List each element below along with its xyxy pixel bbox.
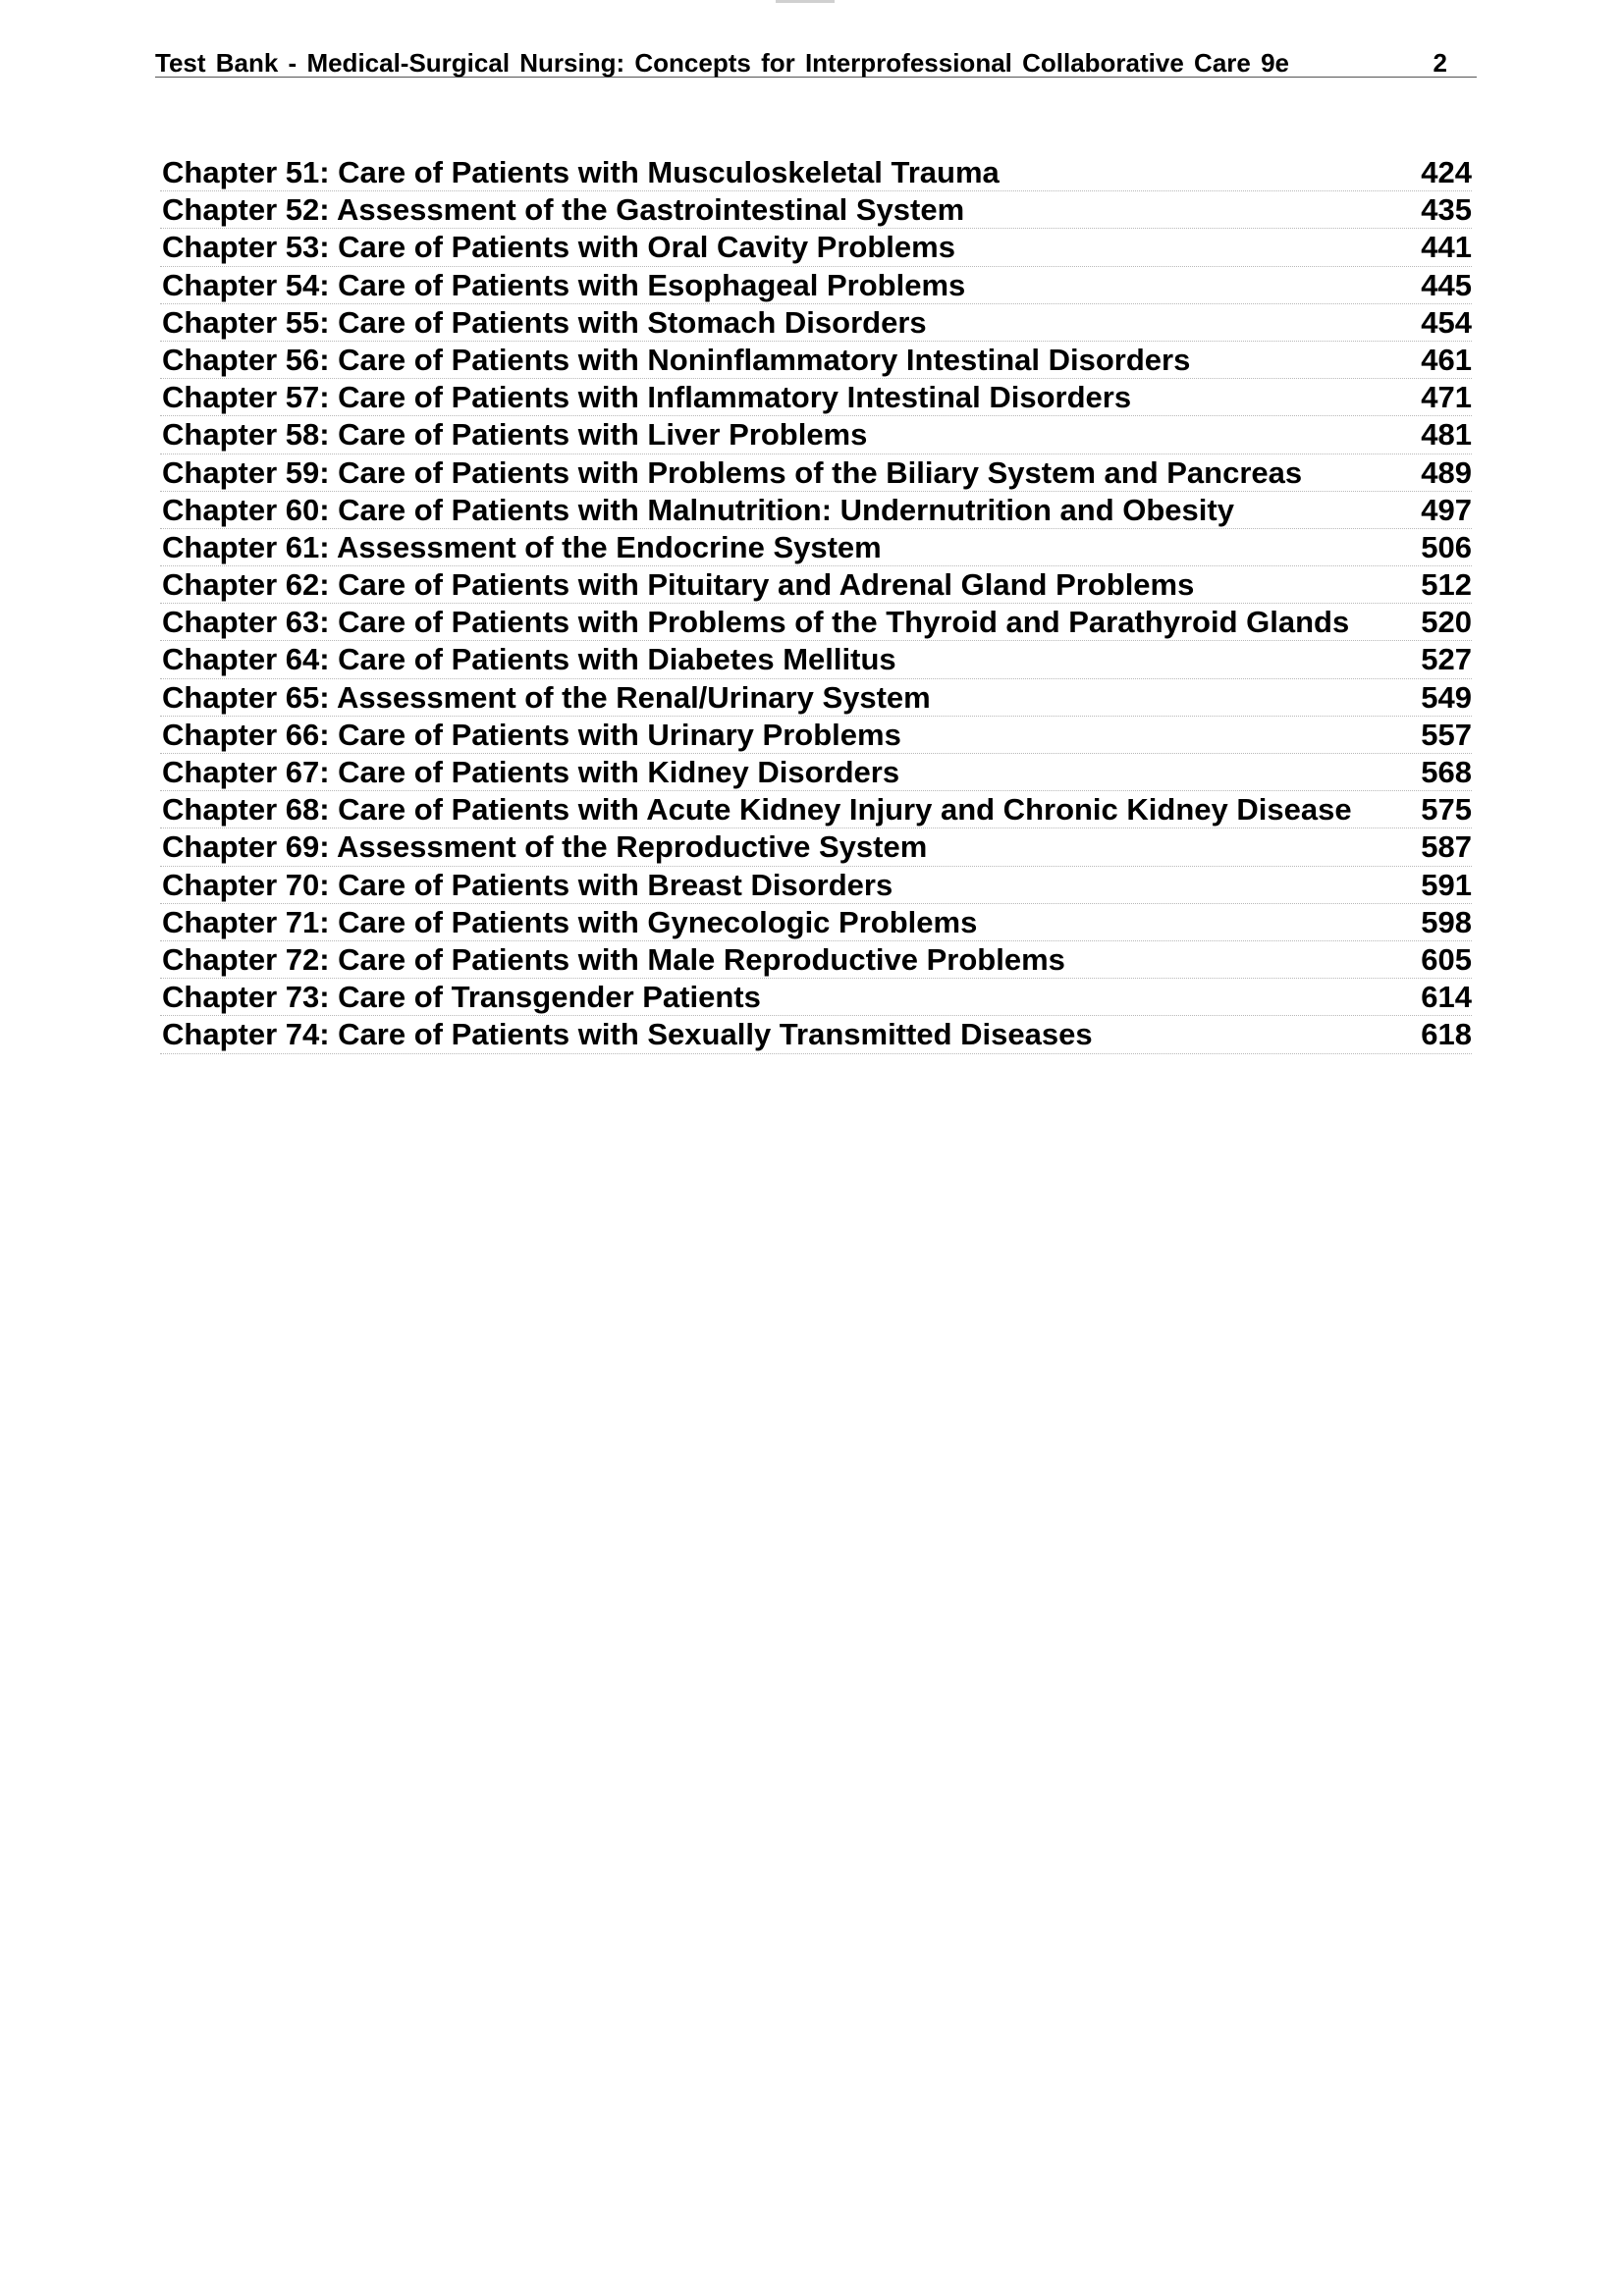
toc-entry[interactable] [160,1016,1472,1053]
toc-entry-title: Chapter 52: Assessment of the Gastrointestinal System [162,192,965,228]
toc-entry[interactable] [160,229,1472,266]
toc-entry-page: 520 [1421,605,1472,640]
header-title: Test Bank - Medical-Surgical Nursing: Concepts for Interprofessional Collaborative Care 9e [155,48,1289,78]
toc-entry-page: 489 [1421,454,1472,490]
toc-entry-title: Chapter 70: Care of Patients with Breast Disorders [162,867,893,902]
toc-entry-title: Chapter 71: Care of Patients with Gynecologic Problems [162,904,978,939]
toc-entry-title: Chapter 64: Care of Patients with Diabetes Mellitus [162,642,896,677]
toc-entry[interactable] [160,154,1472,191]
toc-entry-title: Chapter 68: Care of Patients with Acute Kidney Injury and Chronic Kidney Disease [162,792,1352,828]
toc-entry-title: Chapter 60: Care of Patients with Malnutrition: Undernutrition and Obesity [162,492,1234,527]
toc-entry[interactable] [160,267,1472,304]
toc-entry-title: Chapter 57: Care of Patients with Inflammatory Intestinal Disorders [162,380,1132,415]
toc-entry[interactable] [160,529,1472,566]
toc-entry-page: 605 [1421,941,1472,977]
toc-entry-title: Chapter 69: Assessment of the Reproductive System [162,829,928,865]
toc-entry-page: 568 [1421,755,1472,789]
toc-entry-title: Chapter 59: Care of Patients with Problems of the Biliary System and Pancreas [162,454,1303,490]
toc-entry[interactable] [160,717,1472,754]
toc-entry[interactable] [160,304,1472,342]
toc-entry-page: 598 [1421,904,1472,939]
toc-entry[interactable] [160,791,1472,828]
toc-entry[interactable] [160,342,1472,379]
toc-entry-title: Chapter 58: Care of Patients with Liver Problems [162,417,868,453]
toc-entry-title: Chapter 62: Care of Patients with Pituitary and Adrenal Gland Problems [162,567,1195,603]
toc-entry-page: 618 [1421,1017,1472,1052]
toc-entry-page: 557 [1421,717,1472,752]
toc-entry-page: 445 [1421,267,1472,302]
toc-entry-page: 587 [1421,829,1472,865]
toc-entry[interactable] [160,604,1472,641]
toc-entry-page: 549 [1421,679,1472,715]
toc-entry-title: Chapter 65: Assessment of the Renal/Urinary System [162,679,931,715]
toc-entry-page: 424 [1421,155,1472,189]
toc-entry-title: Chapter 53: Care of Patients with Oral Cavity Problems [162,230,955,265]
toc-entry-title: Chapter 51: Care of Patients with Musculoskeletal Trauma [162,155,1000,189]
toc-entry[interactable] [160,754,1472,791]
toc-entry[interactable] [160,492,1472,529]
toc-entry[interactable] [160,191,1472,229]
toc-entry[interactable] [160,904,1472,941]
toc-entry-page: 471 [1421,380,1472,415]
toc-entry-page: 614 [1421,980,1472,1015]
toc-entry-title: Chapter 67: Care of Patients with Kidney Disorders [162,755,900,789]
toc-entry[interactable] [160,379,1472,416]
toc-entry-title: Chapter 66: Care of Patients with Urinary Problems [162,717,901,752]
toc-entry-page: 461 [1421,342,1472,377]
toc-entry-page: 591 [1421,867,1472,902]
toc-entry-title: Chapter 55: Care of Patients with Stomach Disorders [162,304,927,340]
toc-entry[interactable] [160,867,1472,904]
toc-entry-page: 435 [1421,192,1472,228]
toc-entry-page: 527 [1421,642,1472,677]
toc-entry-title: Chapter 61: Assessment of the Endocrine System [162,529,882,564]
toc-entry[interactable] [160,828,1472,866]
toc-entry-page: 454 [1421,304,1472,340]
toc-entry[interactable] [160,416,1472,454]
toc-entry-page: 481 [1421,417,1472,453]
table-of-contents [160,154,1472,1054]
toc-entry[interactable] [160,641,1472,678]
toc-entry[interactable] [160,454,1472,492]
toc-entry-page: 512 [1421,567,1472,603]
toc-entry-page: 441 [1421,230,1472,265]
header-page-number: 2 [1433,48,1447,78]
toc-entry-title: Chapter 54: Care of Patients with Esophageal Problems [162,267,966,302]
top-stamp-mark [776,0,835,3]
page-header [155,45,1477,78]
toc-entry[interactable] [160,941,1472,979]
toc-entry-page: 506 [1421,529,1472,564]
toc-entry-title: Chapter 72: Care of Patients with Male Reproductive Problems [162,941,1065,977]
toc-entry[interactable] [160,679,1472,717]
toc-entry[interactable] [160,566,1472,604]
toc-entry-title: Chapter 63: Care of Patients with Problems of the Thyroid and Parathyroid Glands [162,605,1350,640]
toc-entry-page: 497 [1421,492,1472,527]
toc-entry-title: Chapter 74: Care of Patients with Sexually Transmitted Diseases [162,1017,1093,1052]
toc-entry-title: Chapter 56: Care of Patients with Noninflammatory Intestinal Disorders [162,342,1191,377]
toc-entry-page: 575 [1421,792,1472,828]
toc-entry[interactable] [160,979,1472,1016]
toc-entry-title: Chapter 73: Care of Transgender Patients [162,980,761,1015]
